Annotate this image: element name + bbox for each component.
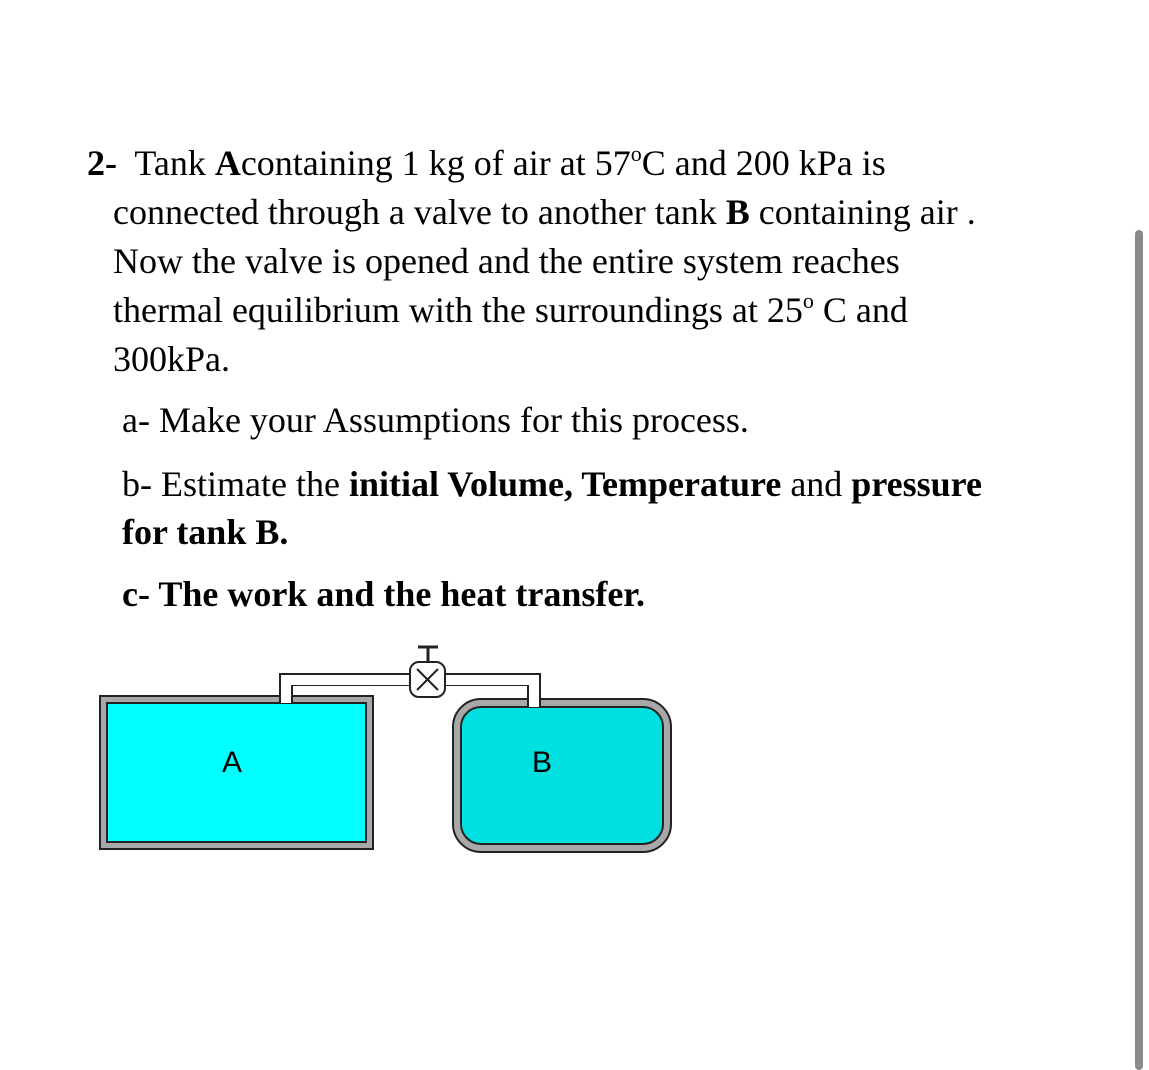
text-segment: b- Estimate the	[122, 464, 349, 504]
text-segment: containing 1 kg of air at 57	[240, 143, 631, 183]
tank-b-body	[461, 707, 663, 844]
bold-text: initial Volume, Temperature	[348, 464, 782, 504]
pipe-interior	[445, 675, 539, 685]
problem-line-4	[87, 286, 1107, 335]
text-segment: containing air .	[749, 192, 976, 232]
bold-text: pressure	[851, 464, 982, 504]
tank-b-label: B	[531, 746, 553, 779]
text-segment: C and	[813, 290, 908, 330]
tank-a-ref: A	[214, 143, 241, 183]
pipe-interior	[281, 675, 410, 685]
tank-b-ref: B	[725, 192, 750, 232]
problem-statement	[87, 139, 1107, 384]
bold-text: for tank B.	[122, 512, 289, 552]
problem-line-1	[87, 139, 1107, 188]
problem-line-5: 300kPa.	[113, 339, 230, 379]
valve-icon	[410, 646, 445, 697]
text-segment: and	[781, 464, 852, 504]
text-segment: thermal equilibrium with the surroundings at 25	[113, 290, 803, 330]
tank-diagram	[90, 640, 690, 865]
pipe-interior	[529, 675, 539, 707]
part-a: a- Make your Assumptions for this process.	[122, 400, 749, 440]
problem-line-2	[87, 188, 1107, 237]
scrollbar[interactable]	[1135, 230, 1143, 1070]
tank-a-label: A	[221, 746, 243, 779]
problem-number: 2-	[87, 143, 117, 183]
degree-mark: o	[802, 288, 814, 313]
text-segment: C and 200 kPa is	[641, 143, 886, 183]
problem-line-3: Now the valve is opened and the entire system reaches	[113, 241, 900, 281]
text-segment: Tank	[134, 143, 215, 183]
degree-mark: o	[630, 141, 642, 166]
part-c: c- The work and the heat transfer.	[122, 574, 645, 614]
text-segment: connected through a valve to another tank	[113, 192, 726, 232]
part-b	[122, 460, 982, 556]
